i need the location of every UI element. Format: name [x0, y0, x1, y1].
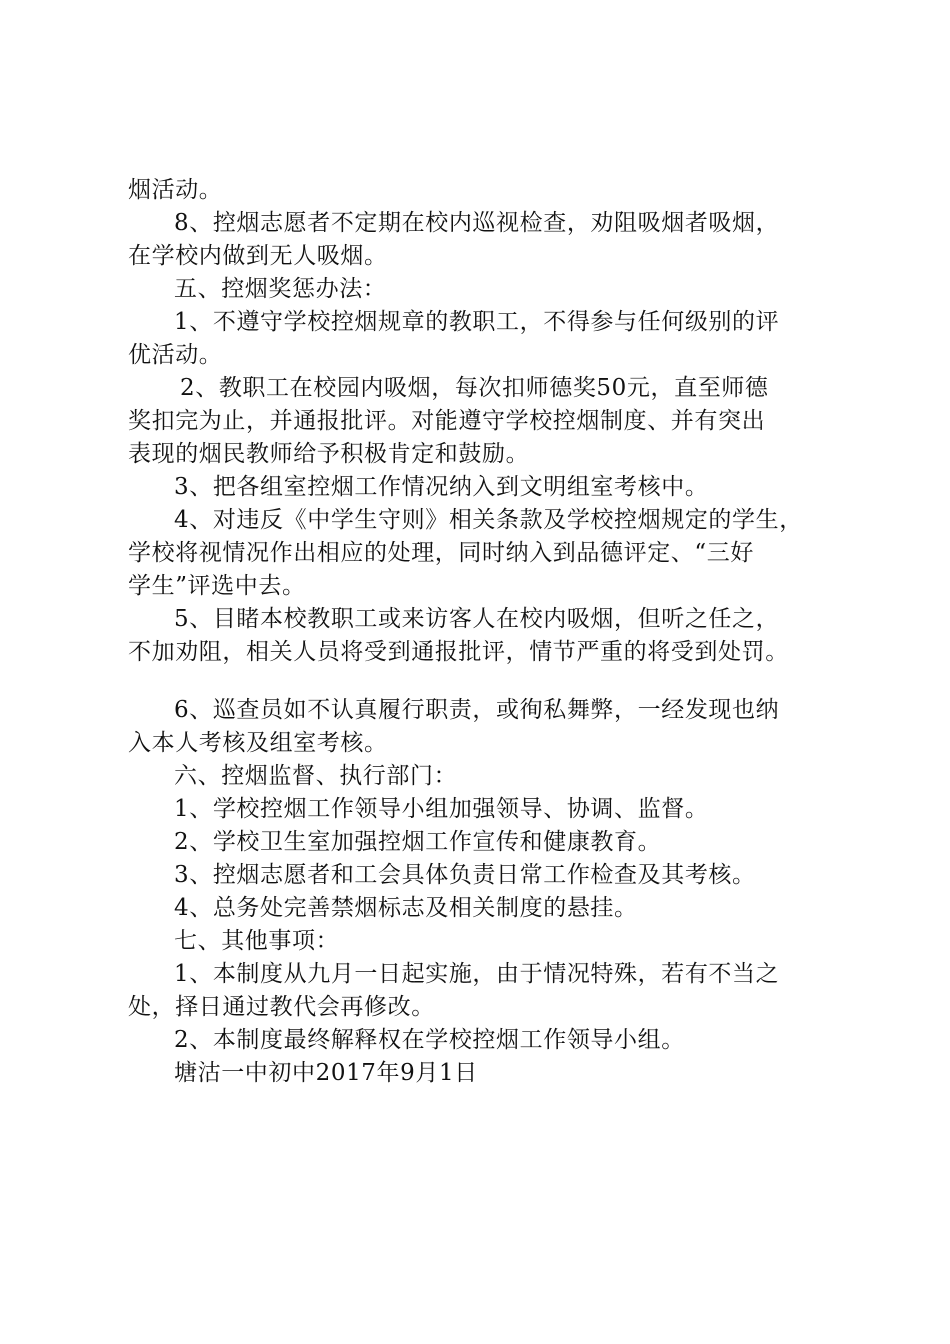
text-line: 1、不遵守学校控烟规章的教职工，不得参与任何级别的评 [174, 309, 780, 335]
section-heading: 六、控烟监督、执行部门： [174, 763, 458, 789]
text-line: 奖扣完为止，并通报批评。对能遵守学校控烟制度、并有突出 [128, 408, 766, 434]
document-body [128, 174, 850, 1090]
section-heading: 七、其他事项： [174, 928, 340, 954]
text-line: 烟活动。 [128, 177, 223, 203]
text-line: 2、本制度最终解释权在学校控烟工作领导小组。 [174, 1027, 685, 1053]
text-line: 4、总务处完善禁烟标志及相关制度的悬挂。 [174, 895, 638, 921]
text-line: 3、控烟志愿者和工会具体负责日常工作检查及其考核。 [174, 862, 756, 888]
text-line: 学校将视情况作出相应的处理，同时纳入到品德评定、“三好 [128, 540, 754, 566]
text-line: 3、把各组室控烟工作情况纳入到文明组室考核中。 [174, 474, 709, 500]
text-line: 学生”评选中去。 [128, 573, 306, 599]
text-line: 2、教职工在校园内吸烟，每次扣师德奖50元，直至师德 [180, 375, 769, 401]
text-line: 处，择日通过教代会再修改。 [128, 994, 435, 1020]
text-line: 8、控烟志愿者不定期在校内巡视检查，劝阻吸烟者吸烟， [174, 210, 780, 236]
paragraph-gap [128, 669, 850, 694]
text-line: 1、学校控烟工作领导小组加强领导、协调、监督。 [174, 796, 709, 822]
section-heading: 五、控烟奖惩办法： [174, 276, 387, 302]
text-line: 入本人考核及组室考核。 [128, 730, 388, 756]
text-line: 5、目睹本校教职工或来访客人在校内吸烟，但听之任之， [174, 606, 780, 632]
text-line: 不加劝阻，相关人员将受到通报批评，情节严重的将受到处罚。 [128, 639, 789, 665]
text-line: 4、对违反《中学生守则》相关条款及学校控烟规定的学生， [174, 507, 803, 533]
text-line: 优活动。 [128, 342, 223, 368]
signature-date-line: 塘沽一中初中2017年9月1日 [174, 1060, 478, 1086]
text-line: 2、学校卫生室加强控烟工作宣传和健康教育。 [174, 829, 662, 855]
text-line: 在学校内做到无人吸烟。 [128, 243, 388, 269]
text-line: 1、本制度从九月一日起实施，由于情况特殊，若有不当之 [174, 961, 780, 987]
text-line: 表现的烟民教师给予积极肯定和鼓励。 [128, 441, 530, 467]
text-line: 6、巡查员如不认真履行职责，或徇私舞弊，一经发现也纳 [174, 697, 780, 723]
